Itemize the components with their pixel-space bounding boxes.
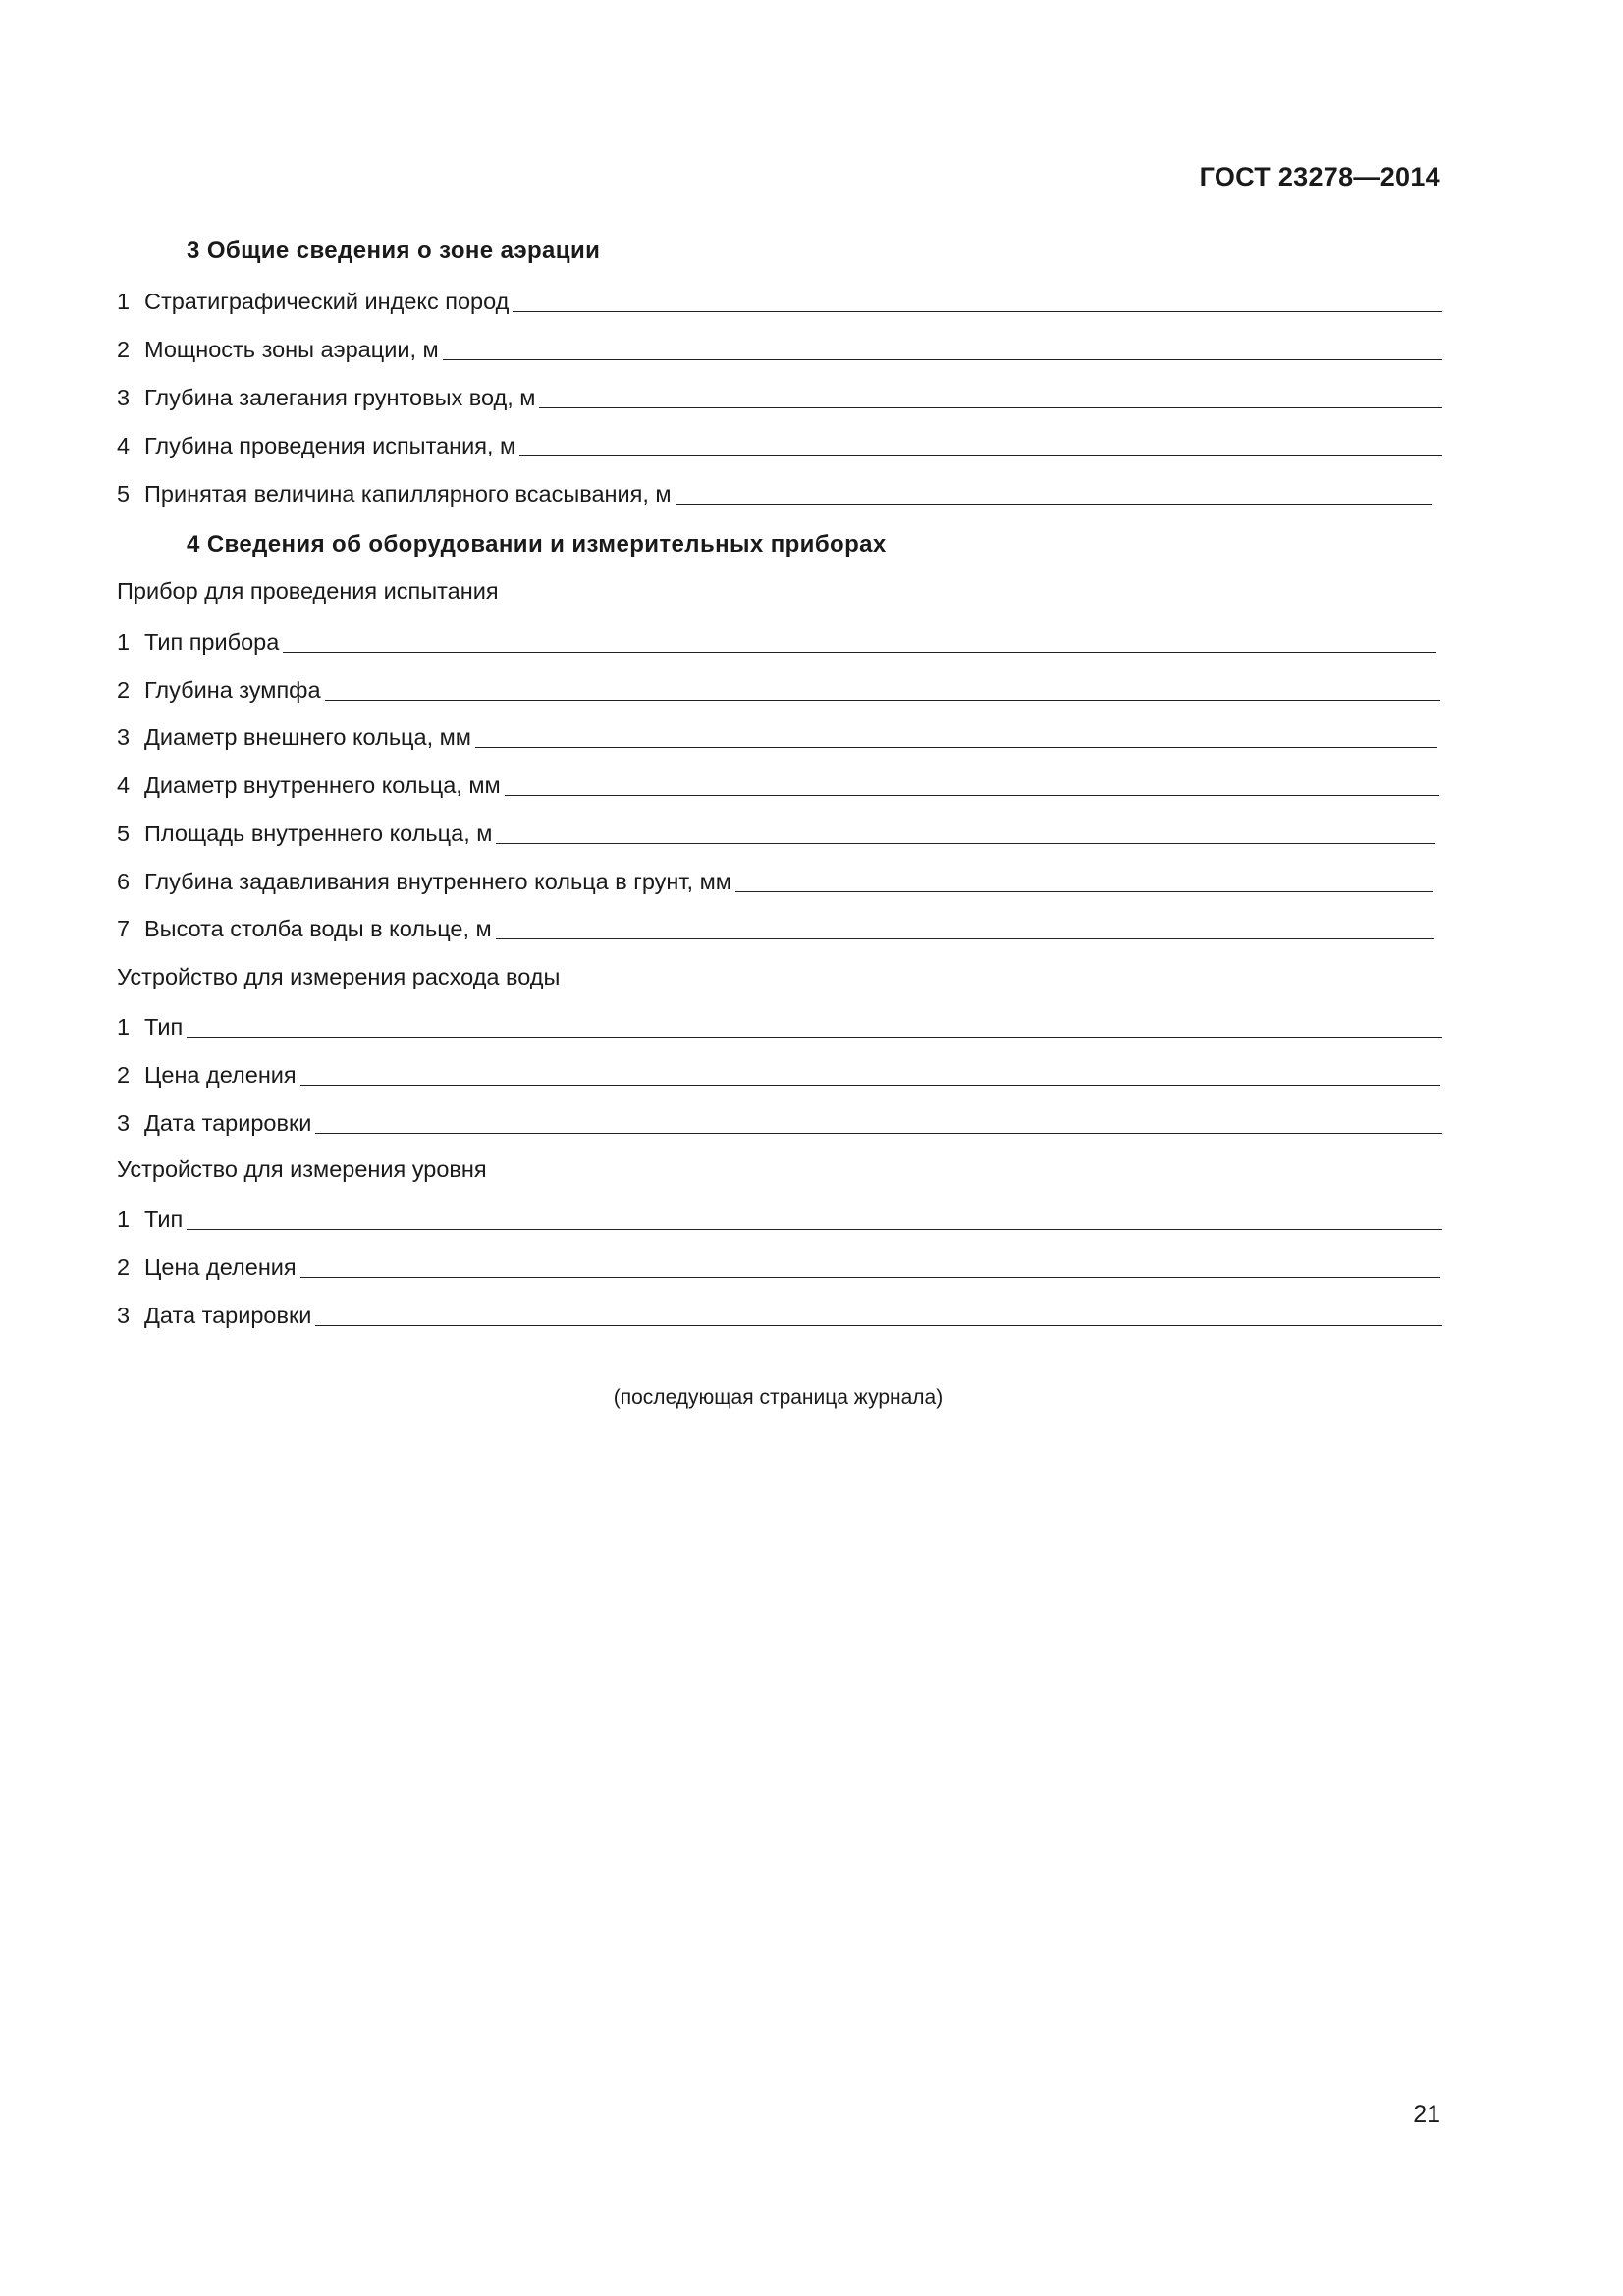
- field-flow-type[interactable]: [117, 1007, 1442, 1041]
- field-device-type[interactable]: [117, 622, 1436, 656]
- field-test-depth[interactable]: [117, 426, 1442, 459]
- blank-line[interactable]: [283, 630, 1436, 653]
- field-label: Глубина задавливания внутреннего кольца в грунт, мм: [144, 869, 731, 894]
- field-label: Дата тарировки: [144, 1110, 312, 1136]
- field-flow-calibration-date[interactable]: [117, 1103, 1442, 1137]
- field-number: 3: [117, 1303, 131, 1328]
- field-number: 3: [117, 385, 131, 410]
- field-flow-division[interactable]: [117, 1055, 1440, 1089]
- blank-line[interactable]: [187, 1015, 1442, 1038]
- field-number: 4: [117, 433, 131, 458]
- field-label: Глубина зумпфа: [144, 677, 321, 703]
- field-label: Тип: [144, 1206, 184, 1232]
- flow-device-subheading: Устройство для измерения расхода воды: [117, 964, 561, 989]
- field-label: Стратиграфический индекс пород: [144, 289, 510, 314]
- field-inner-ring-diameter[interactable]: [117, 766, 1439, 799]
- field-capillary-suction[interactable]: [117, 474, 1432, 507]
- blank-line[interactable]: [735, 870, 1433, 892]
- field-aeration-thickness[interactable]: [117, 330, 1442, 363]
- blank-line[interactable]: [443, 338, 1442, 360]
- blank-line[interactable]: [496, 822, 1435, 844]
- field-number: 5: [117, 481, 131, 507]
- blank-line[interactable]: [300, 1063, 1440, 1086]
- field-label: Глубина проведения испытания, м: [144, 433, 516, 458]
- field-number: 1: [117, 1206, 131, 1232]
- field-level-division[interactable]: [117, 1248, 1440, 1281]
- field-number: 2: [117, 1255, 131, 1280]
- field-level-type[interactable]: [117, 1200, 1442, 1233]
- blank-line[interactable]: [475, 725, 1437, 748]
- blank-line[interactable]: [300, 1255, 1440, 1278]
- blank-line[interactable]: [676, 482, 1432, 505]
- field-label: Принятая величина капиллярного всасывания, м: [144, 481, 672, 507]
- blank-line[interactable]: [325, 678, 1440, 701]
- field-label: Диаметр внутреннего кольца, мм: [144, 773, 501, 798]
- blank-line[interactable]: [505, 774, 1439, 796]
- field-number: 2: [117, 337, 131, 362]
- field-number: 1: [117, 1014, 131, 1040]
- field-label: Тип прибора: [144, 629, 280, 655]
- blank-line[interactable]: [513, 290, 1442, 312]
- next-page-caption: (последующая страница журнала): [613, 1386, 944, 1409]
- field-number: 3: [117, 1110, 131, 1136]
- field-number: 1: [117, 629, 131, 655]
- field-label: Цена деления: [144, 1062, 297, 1088]
- field-ring-press-depth[interactable]: [117, 862, 1433, 895]
- field-label: Цена деления: [144, 1255, 297, 1280]
- blank-line[interactable]: [315, 1111, 1442, 1134]
- field-number: 1: [117, 289, 131, 314]
- field-number: 3: [117, 724, 131, 750]
- field-groundwater-depth[interactable]: [117, 378, 1442, 411]
- field-label: Мощность зоны аэрации, м: [144, 337, 439, 362]
- field-outer-ring-diameter[interactable]: [117, 718, 1437, 751]
- field-number: 7: [117, 916, 131, 941]
- field-level-calibration-date[interactable]: [117, 1296, 1442, 1329]
- blank-line[interactable]: [315, 1304, 1442, 1326]
- field-label: Высота столба воды в кольце, м: [144, 916, 492, 941]
- field-label: Глубина залегания грунтовых вод, м: [144, 385, 536, 410]
- section-3-heading: 3 Общие сведения о зоне аэрации: [187, 238, 601, 264]
- field-label: Площадь внутреннего кольца, м: [144, 821, 493, 846]
- field-number: 4: [117, 773, 131, 798]
- field-number: 2: [117, 1062, 131, 1088]
- section-4-heading: 4 Сведения об оборудовании и измерительных приборах: [187, 531, 887, 558]
- blank-line[interactable]: [539, 386, 1442, 408]
- page-number: 21: [1413, 2101, 1440, 2128]
- blank-line[interactable]: [519, 434, 1442, 456]
- field-water-column-height[interactable]: [117, 909, 1434, 942]
- field-sump-depth[interactable]: [117, 670, 1440, 704]
- field-number: 6: [117, 869, 131, 894]
- field-number: 2: [117, 677, 131, 703]
- blank-line[interactable]: [496, 917, 1434, 939]
- test-device-subheading: Прибор для проведения испытания: [117, 578, 499, 604]
- level-device-subheading: Устройство для измерения уровня: [117, 1156, 487, 1182]
- field-label: Диаметр внешнего кольца, мм: [144, 724, 471, 750]
- field-label: Тип: [144, 1014, 184, 1040]
- field-inner-ring-area[interactable]: [117, 814, 1435, 847]
- standard-number: ГОСТ 23278—2014: [1199, 162, 1440, 191]
- field-number: 5: [117, 821, 131, 846]
- blank-line[interactable]: [187, 1207, 1442, 1230]
- field-stratigraphic-index[interactable]: [117, 282, 1442, 315]
- field-label: Дата тарировки: [144, 1303, 312, 1328]
